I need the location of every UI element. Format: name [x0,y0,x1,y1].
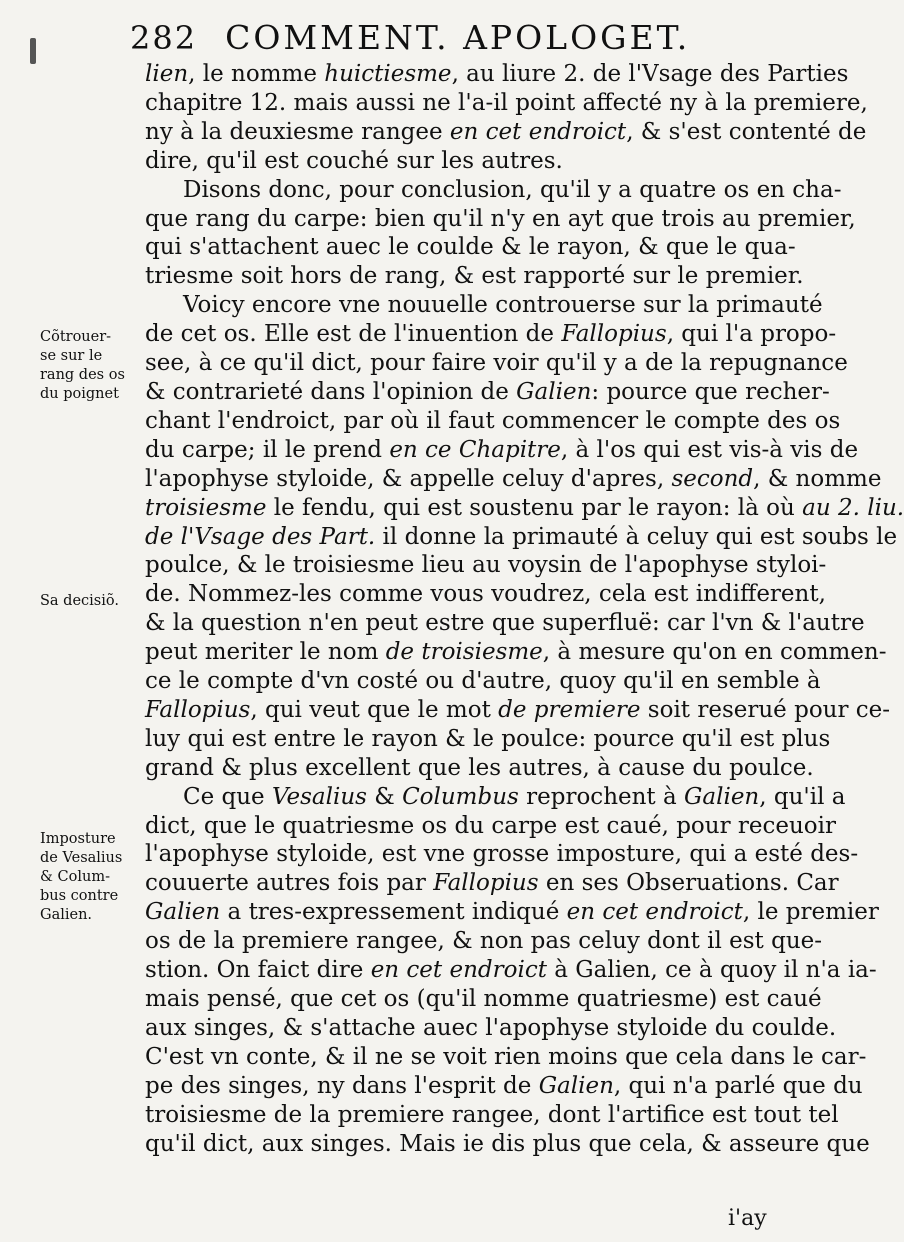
text-line [145,551,827,580]
text-line [145,233,796,262]
text-line [145,754,814,783]
italic-text-run: huictiesme [324,61,452,87]
text-line [145,262,804,291]
text-run: chant l'endroict, par où il faut commencer le compte des os [145,407,841,434]
text-run: du carpe; il le prend [145,436,390,463]
text-run: triesme soit hors de rang, & est rapporté sur le premier. [145,263,804,290]
text-run: qui s'attachent auec le coulde & le rayon, & que le qua- [145,234,796,261]
text-run: poulce, & le troisiesme lieu au voysin de l'apophyse styloi- [145,552,827,579]
text-run: l'apophyse styloide, & appelle celuy d'apres, [145,465,672,492]
text-run: C'est vn conte, & il ne se voit rien moins que cela dans le car- [145,1043,867,1070]
italic-text-run: Fallopius [433,870,539,897]
text-line [145,869,839,898]
text-run: os de la premiere rangee, & non pas celuy dont il est que- [145,928,823,955]
text-run: , le premier [742,899,879,926]
italic-text-run: de troisiesme [385,639,543,666]
italic-text-run: en ce Chapitre [389,436,561,463]
text-line [145,783,846,812]
italic-text-run: Galien [145,899,221,926]
text-line [145,580,826,609]
margin-note-imposture [40,830,140,925]
text-line [145,349,848,378]
text-run: dict, que le quatriesme os du carpe est caué, pour receuoir [145,812,836,839]
text-line [145,176,842,205]
text-run: que rang du carpe: bien qu'il n'y en ayt que trois au premier, [145,205,856,232]
text-run: stion. On faict dire [145,957,371,984]
margin-note-line: se sur le [40,348,103,364]
text-line [145,205,856,234]
text-run: peut meriter le nom [145,639,386,666]
text-run: , qui veut que le mot [250,696,499,723]
italic-text-run: en cet endroict [449,118,627,145]
text-run: , le nomme [188,61,325,87]
text-run: de. Nommez-les comme vous voudrez, cela est indifferent, [145,581,826,608]
text-run: & contrarieté dans l'opinion de [145,378,517,405]
text-line [145,147,770,176]
italic-text-run: Fallopius [145,696,251,723]
text-run: Disons donc, pour conclusion, qu'il y a quatre os en cha- [183,176,842,203]
text-run: , & nomme [753,465,882,492]
margin-note-decision [40,592,140,611]
text-line [145,840,859,869]
text-run: , au liure 2. de l'Vsage des Parties [451,61,849,87]
text-line [145,407,841,436]
text-line [145,494,904,523]
text-run: , à l'os qui est vis-à vis de [560,436,859,463]
margin-note-line: de Vesalius [40,850,123,866]
text-line [145,60,849,89]
margin-note-line: du poignet [40,386,119,402]
text-run: reprochent à [518,783,685,810]
text-run: grand & plus excellent que les autres, à cause du poulce. [145,754,814,781]
text-run: , qui n'a parlé que du [613,1072,863,1099]
page-edge-mark [30,38,36,64]
text-line [145,812,836,841]
text-run: troisiesme de la premiere rangee, dont l'artifice est tout tel [145,1101,839,1128]
body-text [145,60,904,1158]
text-run: & [366,783,403,810]
text-line [145,667,821,696]
text-line [145,638,887,667]
italic-text-run: en cet endroict [370,957,547,984]
text-run: il donne la primauté à celuy qui est soubs le [375,523,898,550]
margin-note-line: Cõtrouer- [40,329,112,345]
text-run: ny à la deuxiesme rangee [145,118,450,145]
text-line [145,1043,867,1072]
text-run: luy qui est entre le rayon & le poulce: pource qu'il est plus [145,725,831,752]
italic-text-run: Galien [684,783,760,810]
text-line [145,1130,870,1159]
text-run: de cet os. Elle est de l'inuention de [145,321,562,348]
text-line [145,465,882,494]
text-line [145,927,823,956]
italic-text-run: de premiere [498,696,641,723]
text-run: Ce que [183,783,272,810]
italic-text-run: de l'Vsage des Part. [145,523,376,550]
text-run: mais pensé, que cet os (qu'il nomme quatriesme) est caué [145,986,822,1012]
text-run: , qu'il a [759,783,846,810]
text-line [145,523,898,552]
text-line [145,956,877,985]
margin-note-line: rang des os [40,367,125,383]
margin-note-line: bus contre [40,888,119,904]
italic-text-run: Columbus [402,783,519,810]
text-line [145,985,822,1014]
margin-note-line: & Colum- [40,869,110,885]
italic-text-run: troisiesme [145,494,267,521]
running-title: COMMENT. APOLOGET. [225,18,691,57]
text-line [145,609,865,638]
text-run: see, à ce qu'il dict, pour faire voir qu'il y a de la repugnance [145,350,848,377]
text-run: , à mesure qu'on en commen- [542,639,887,666]
text-run: a tres-expressement indiqué [220,899,567,926]
text-run: qu'il dict, aux singes. Mais ie dis plus que cela, & asseure que [145,1130,870,1157]
text-run: à Galien, ce à quoy il n'a ia- [546,957,877,984]
text-run: aux singes, & s'attache auec l'apophyse styloide du coulde. [145,1014,837,1041]
italic-text-run: en cet endroict [566,899,743,926]
text-run: en ses Obseruations. Car [538,870,839,897]
text-line [145,1101,839,1130]
margin-note-line: Imposture [40,831,116,847]
text-run: dire, qu'il est couché sur les autres. [145,147,563,174]
text-run: , & s'est contenté de [626,118,867,145]
italic-text-run: Galien [538,1072,614,1099]
italic-text-run: second [671,465,754,492]
text-run: couuerte autres fois par [145,870,434,897]
italic-text-run: lien [145,61,189,87]
text-line [145,898,879,927]
text-line [145,378,830,407]
page-number: 282 [130,19,198,57]
text-line [145,89,868,118]
text-run: pe des singes, ny dans l'esprit de [145,1072,539,1099]
italic-text-run: au 2. liu. [802,494,904,521]
text-line [145,725,831,754]
text-line [145,1014,837,1043]
margin-note-line: Sa decisiõ. [40,593,119,609]
running-header [130,18,770,64]
text-run: Voicy encore vne nouuelle controuerse sur la primauté [183,292,823,319]
text-run: : pource que recher- [591,378,830,405]
italic-text-run: Galien [516,378,592,405]
catchword: i'ay [728,1206,767,1231]
text-run: & la question n'en peut estre que superfluë: car l'vn & l'autre [145,610,865,637]
text-run: chapitre 12. mais aussi ne l'a-il point affecté ny à la premiere, [145,89,868,116]
text-line [145,1072,863,1101]
text-run: soit reserué pour ce- [640,696,891,723]
text-line [145,436,859,465]
text-run: l'apophyse styloide, est vne grosse imposture, qui a esté des- [145,841,859,868]
italic-text-run: Fallopius [561,321,667,348]
text-run: le fendu, qui est soustenu par le rayon: là où [266,494,803,521]
text-line [145,118,867,147]
text-run: , qui l'a propo- [666,321,837,348]
text-run: ce le compte d'vn costé ou d'autre, quoy qu'il en semble à [145,668,821,695]
text-line [145,696,891,725]
margin-note-line: Galien. [40,907,93,923]
text-line [145,320,837,349]
text-line [145,291,823,320]
italic-text-run: Vesalius [271,783,367,810]
margin-note-controversy [40,328,140,404]
